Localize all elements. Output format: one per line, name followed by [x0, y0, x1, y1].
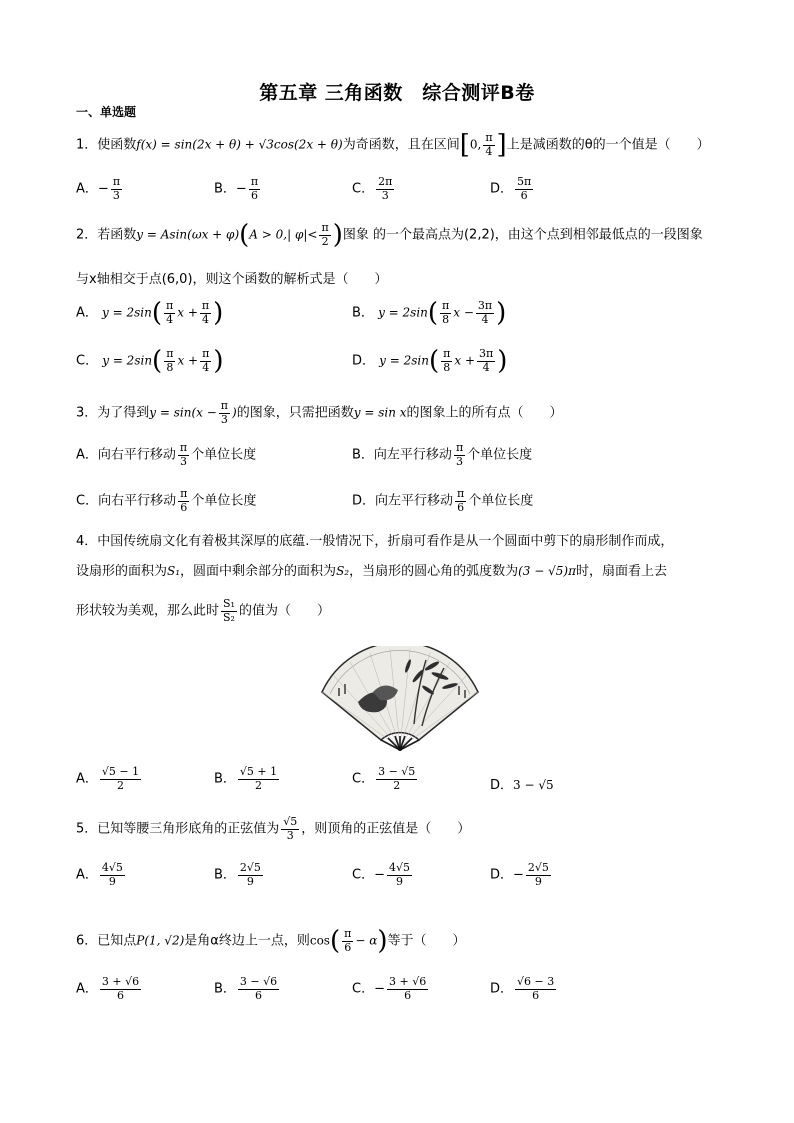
q6-option-d[interactable]: D． $\frac{√6 - 3}{6}$ — [490, 975, 555, 1002]
q1-option-d[interactable]: D． $\frac{5\pi}{6}$ — [490, 175, 532, 202]
q1-interval-left: 0, — [469, 137, 482, 152]
q3-option-b[interactable]: B．向左平行移动 $\frac{\pi}{3}$ 个单位长度 — [352, 441, 533, 468]
q2-option-d[interactable]: D． y = 2sin( $\frac{\pi}{8}$ x + $\frac{3\pi}{4}$ ) — [352, 346, 508, 377]
q1-option-c[interactable]: C． $\frac{2\pi}{3}$ — [352, 175, 393, 202]
q1-function: f(x) = sin(2x + θ) + √3cos(2x + θ) — [136, 137, 343, 152]
page-title: 第五章 三角函数 综合测评B卷 — [259, 82, 535, 104]
q1-mid: 为奇函数，且在区间 — [342, 137, 460, 153]
q1-option-a[interactable]: A．− $\frac{\pi}{3}$ — [76, 175, 121, 202]
question-5: 5．已知等腰三角形底角的正弦值为 $\frac{√5}{3}$ ，则顶角的正弦值是（ ） — [76, 815, 471, 842]
q5-option-d[interactable]: D．− $\frac{2√5}{9}$ — [490, 861, 549, 888]
q5-option-a[interactable]: A． $\frac{4√5}{9}$ — [76, 861, 123, 888]
q2-option-b[interactable]: B． y = 2sin( $\frac{\pi}{8}$ x − $\frac{3\pi}{4}$ ) — [352, 298, 507, 329]
q2-option-a[interactable]: A． y = 2sin( $\frac{\pi}{4}$ x + $\frac{\pi}{4}$ ) — [76, 298, 224, 329]
question-2-line-2: 与x轴相交于点(6,0)，则这个函数的解析式是（ ） — [76, 272, 388, 287]
q6-option-b[interactable]: B． $\frac{3 - √6}{6}$ — [214, 975, 278, 1002]
q4-option-d[interactable]: D．3 − √5 — [490, 778, 554, 793]
q4-option-a[interactable]: A． $\frac{√5 - 1}{2}$ — [76, 765, 140, 792]
q4-option-b[interactable]: B． $\frac{√5 + 1}{2}$ — [214, 765, 278, 792]
question-1: 1．使函数f(x) = sin(2x + θ) + √3cos(2x + θ)为奇函数，且在区间[0, $\frac{\pi}{4}$ ]上是减函数的θ的一个值是（ ） — [76, 130, 710, 161]
q3-option-d[interactable]: D．向左平行移动 $\frac{\pi}{6}$ 个单位长度 — [352, 487, 534, 514]
q2-function: y = Asin(ωx + φ) — [136, 227, 240, 242]
q1-interval-fraction: $\frac{\pi}{4}$ — [485, 131, 493, 158]
q1-prefix: 1．使函数 — [76, 137, 137, 153]
question-4-line-2: 设扇形的面积为S₁，圆面中剩余部分的面积为S₂，当扇形的圆心角的弧度数为(3 − √5)π时，扇面看上去 — [76, 564, 667, 579]
question-2-line-1: 2．若函数y = Asin(ωx + φ)(A > 0,| φ|< $\frac{\pi}{2}$ )图象 的一个最高点为(2,2)，由这个点到相邻最低点的一段图象 — [76, 220, 703, 251]
question-4-line-1: 4．中国传统扇文化有着极其深厚的底蕴.一般情况下，折扇可看作是从一个圆面中剪下的扇形制作而成， — [76, 534, 674, 549]
q4-option-c[interactable]: C． $\frac{3 - √5}{2}$ — [352, 765, 416, 792]
q1-option-b[interactable]: B．− $\frac{\pi}{6}$ — [214, 175, 259, 202]
section-heading: 一、单选题 — [76, 105, 137, 119]
q5-option-c[interactable]: C．− $\frac{4√5}{9}$ — [352, 861, 410, 888]
q5-option-b[interactable]: B． $\frac{2√5}{9}$ — [214, 861, 261, 888]
q6-option-a[interactable]: A． $\frac{3 + √6}{6}$ — [76, 975, 140, 1002]
question-3: 3．为了得到y = sin(x − $\frac{\pi}{3}$ )的图象，只需把函数y = sin x的图象上的所有点（ ） — [76, 399, 563, 426]
q1-suffix: 上是减函数的θ的一个值是（ ） — [506, 137, 710, 153]
q3-option-c[interactable]: C．向右平行移动 $\frac{\pi}{6}$ 个单位长度 — [76, 487, 257, 514]
q2-option-c[interactable]: C． y = 2sin( $\frac{\pi}{8}$ x + $\frac{\pi}{4}$ ) — [76, 346, 224, 377]
q6-option-c[interactable]: C．− $\frac{3 + √6}{6}$ — [352, 975, 427, 1002]
question-6: 6．已知点P(1, √2)是角α终边上一点，则cos( $\frac{\pi}{6}$ − α)等于（ ） — [76, 926, 466, 957]
folding-fan-image — [318, 646, 482, 752]
question-4-line-3: 形状较为美观，那么此时 $\frac{\text{S₁}}{\text{S₂}}$ 的值为（ ） — [76, 597, 330, 624]
q3-option-a[interactable]: A．向右平行移动 $\frac{\pi}{3}$ 个单位长度 — [76, 441, 257, 468]
